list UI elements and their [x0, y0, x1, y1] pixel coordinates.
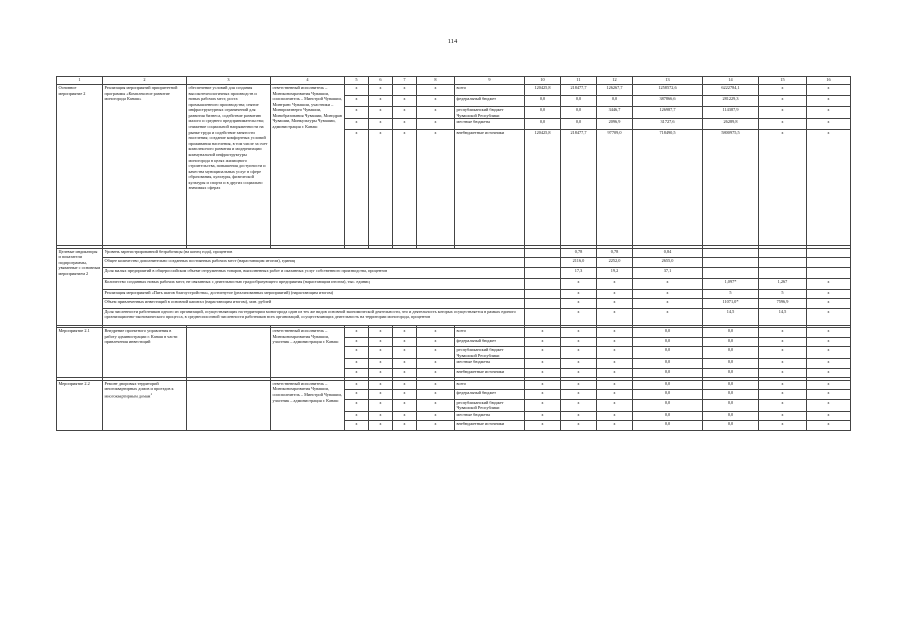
value-cell: х — [759, 96, 807, 107]
program-table — [56, 76, 851, 431]
funding-source: всего — [455, 328, 525, 338]
indicator-row — [57, 258, 851, 268]
indicator-name: Уровень зарегистрированной безработицы (на конец года), процентов — [103, 248, 525, 258]
value-cell: х — [417, 107, 455, 119]
funding-source: местные бюджеты — [455, 119, 525, 130]
value-cell: 0,0 — [703, 368, 759, 378]
funding-source: внебюджетные источники — [455, 130, 525, 246]
indicator-name: Доля численности работников одного из организаций, осуществляющих на территории моногорода один из тех же видов основной экономической деятельности, что и деятельность которых осуществляется в рамках единого организационно-экономического процесса, в среднесписочной численности работников всех организаций, осуществляющих деятельность на территории моногорода, процентов — [103, 308, 525, 325]
funding-source: республиканский бюджет Чувашской Республики — [455, 347, 525, 359]
value-cell: х — [345, 421, 369, 431]
indicator-value: 0,78 — [597, 248, 633, 258]
value-cell: х — [393, 130, 417, 246]
value-cell: х — [369, 359, 393, 369]
value-cell: 218477,7 — [561, 85, 597, 96]
value-cell: 718490,5 — [633, 130, 703, 246]
value-cell: 0,0 — [561, 119, 597, 130]
measure-2-2-executors: ответственный исполнитель – Минэкономразвития Чувашии, соисполнитель – Минстрой Чувашии, участник – администрация г. Канаш — [271, 380, 345, 430]
value-cell: х — [561, 368, 597, 378]
value-cell: х — [525, 380, 561, 390]
value-cell: х — [807, 421, 851, 431]
value-cell: 0,0 — [703, 411, 759, 421]
value-cell: х — [417, 337, 455, 347]
value-cell: х — [807, 119, 851, 130]
funding-source: федеральный бюджет — [455, 337, 525, 347]
header-row — [57, 77, 851, 85]
value-cell: 5800975,5 — [703, 130, 759, 246]
value-cell: 0,0 — [633, 328, 703, 338]
main-measure-2-title: Основное мероприятие 2 — [57, 85, 103, 246]
indicator-value — [703, 267, 759, 278]
indicator-value: х — [597, 299, 633, 309]
value-cell: х — [561, 359, 597, 369]
indicator-row — [57, 289, 851, 299]
indicator-value: 14,5 — [703, 308, 759, 325]
value-cell: х — [417, 85, 455, 96]
value-cell: х — [807, 359, 851, 369]
value-cell: х — [759, 380, 807, 390]
value-cell: х — [393, 380, 417, 390]
value-cell: х — [417, 130, 455, 246]
value-cell: х — [393, 337, 417, 347]
value-cell: х — [759, 368, 807, 378]
indicator-row — [57, 299, 851, 309]
header-cell: 6 — [369, 77, 393, 85]
value-cell: 120425,8 — [525, 85, 561, 96]
value-cell: х — [561, 337, 597, 347]
value-cell: 0,0 — [703, 359, 759, 369]
footnote-mark: 1 — [150, 391, 153, 396]
indicator-value — [703, 248, 759, 258]
value-cell: х — [759, 328, 807, 338]
measure-2-2-row — [57, 380, 851, 390]
funding-source: республиканский бюджет Чувашской Республики — [455, 399, 525, 411]
value-cell: 0,0 — [633, 390, 703, 400]
value-cell: х — [369, 328, 393, 338]
value-cell: х — [369, 390, 393, 400]
value-cell: 0,0 — [633, 337, 703, 347]
value-cell: х — [807, 380, 851, 390]
value-cell: 0,0 — [633, 411, 703, 421]
value-cell: 281229,3 — [703, 96, 759, 107]
value-cell: х — [525, 337, 561, 347]
main-measure-2-row — [57, 85, 851, 96]
value-cell: 0,0 — [633, 359, 703, 369]
indicator-value: 5 — [759, 289, 807, 299]
value-cell: х — [369, 119, 393, 130]
value-cell: 0,0 — [561, 96, 597, 107]
value-cell: х — [393, 368, 417, 378]
value-cell: 0,0 — [525, 107, 561, 119]
measure-2-2-name: Ремонт дворовых территорий многоквартирных домов и проездов к многоквартирным домам$^1$ — [103, 380, 187, 430]
funding-source: местные бюджеты — [455, 359, 525, 369]
value-cell: 0,0 — [703, 390, 759, 400]
value-cell: х — [369, 380, 393, 390]
value-cell: х — [561, 411, 597, 421]
indicator-value: х — [633, 289, 703, 299]
indicator-value: х — [633, 308, 703, 325]
indicator-name: Доля малых предприятий в общероссийском объеме отгруженных товаров, выполненных работ и оказанных услуг собственного производства, процентов — [103, 267, 525, 278]
indicator-value: х — [633, 278, 703, 289]
indicator-value — [759, 258, 807, 268]
value-cell: х — [345, 328, 369, 338]
indicator-row — [57, 308, 851, 325]
value-cell: 0,0 — [703, 399, 759, 411]
value-cell: х — [759, 359, 807, 369]
indicator-value — [807, 258, 851, 268]
value-cell: х — [417, 399, 455, 411]
indicator-blank — [525, 308, 561, 325]
funding-source: внебюджетные источники — [455, 368, 525, 378]
value-cell: х — [525, 421, 561, 431]
header-cell: 13 — [633, 77, 703, 85]
value-cell: 0,0 — [703, 380, 759, 390]
indicator-blank — [525, 258, 561, 268]
value-cell: х — [369, 421, 393, 431]
header-cell: 10 — [525, 77, 561, 85]
value-cell: 0,0 — [703, 328, 759, 338]
indicator-value — [703, 258, 759, 268]
value-cell: х — [759, 399, 807, 411]
value-cell: х — [807, 85, 851, 96]
indicator-value: х — [561, 299, 597, 309]
indicator-blank — [525, 289, 561, 299]
header-cell: 16 — [807, 77, 851, 85]
value-cell: х — [345, 85, 369, 96]
value-cell: х — [369, 107, 393, 119]
value-cell: х — [393, 119, 417, 130]
value-cell: 0,0 — [561, 107, 597, 119]
indicator-name: Количество созданных новых рабочих мест, не связанных с деятельностью градообразующего предприятия (нарастающим итогом), тыс. единиц — [103, 278, 525, 289]
header-cell: 5 — [345, 77, 369, 85]
indicator-value: 2116,0 — [561, 258, 597, 268]
value-cell: х — [345, 119, 369, 130]
header-cell: 15 — [759, 77, 807, 85]
value-cell: х — [759, 85, 807, 96]
indicator-row — [57, 278, 851, 289]
value-cell: х — [369, 347, 393, 359]
value-cell: х — [525, 347, 561, 359]
value-cell: х — [807, 368, 851, 378]
indicator-value: х — [561, 278, 597, 289]
value-cell: х — [561, 347, 597, 359]
value-cell: 2096,9 — [597, 119, 633, 130]
value-cell: 0,0 — [633, 399, 703, 411]
value-cell: х — [759, 390, 807, 400]
value-cell: х — [759, 107, 807, 119]
value-cell: 0,0 — [703, 421, 759, 431]
value-cell: х — [393, 107, 417, 119]
indicator-value — [759, 267, 807, 278]
value-cell: х — [597, 399, 633, 411]
value-cell: 97709,0 — [597, 130, 633, 246]
indicator-value — [759, 248, 807, 258]
indicator-blank — [525, 248, 561, 258]
value-cell: х — [369, 399, 393, 411]
funding-source: местные бюджеты — [455, 411, 525, 421]
funding-source: внебюджетные источники — [455, 421, 525, 431]
measure-2-2-goal — [187, 380, 271, 430]
value-cell: х — [807, 328, 851, 338]
value-cell: 126987,7 — [633, 107, 703, 119]
value-cell: х — [597, 411, 633, 421]
indicator-value: х — [807, 308, 851, 325]
value-cell: х — [417, 359, 455, 369]
value-cell: 31727,6 — [633, 119, 703, 130]
value-cell: х — [759, 130, 807, 246]
value-cell: х — [561, 399, 597, 411]
indicator-row — [57, 267, 851, 278]
header-cell: 11 — [561, 77, 597, 85]
indicator-value: х — [807, 289, 851, 299]
page-number: 114 — [447, 38, 458, 45]
value-cell: 387866,6 — [633, 96, 703, 107]
indicator-value: 14,5 — [759, 308, 807, 325]
indicator-value: 2252,0 — [597, 258, 633, 268]
value-cell: х — [597, 359, 633, 369]
indicator-value: 7596,9 — [759, 299, 807, 309]
value-cell: 218477,7 — [561, 130, 597, 246]
header-cell: 9 — [455, 77, 525, 85]
value-cell: х — [369, 337, 393, 347]
indicator-value: 0,78 — [561, 248, 597, 258]
indicator-value: х — [597, 278, 633, 289]
value-cell: х — [345, 368, 369, 378]
main-measure-2-name: Реализация мероприятий приоритетной программы «Комплексное развитие моногорода Канаш» — [103, 85, 187, 246]
value-cell: х — [807, 390, 851, 400]
value-cell: х — [417, 119, 455, 130]
indicator-value — [807, 267, 851, 278]
indicator-value: х — [807, 278, 851, 289]
header-cell: 12 — [597, 77, 633, 85]
indicator-row — [57, 248, 851, 258]
funding-source: республиканский бюджет Чувашской Республики — [455, 107, 525, 119]
value-cell: х — [345, 96, 369, 107]
main-measure-2-goal: обеспечение условий для создания высокотехнологичных производств и новых рабочих мест, роста промышленного производства; снятие инфраструктурных ограничений для развития бизнеса, содействие развитию малого и среднего предпринимательства; снижение социальной напряженности на рынке труда и содействие занятости населения; создание комфортных условий проживания населения, в том числе за счет комплексного развития и модернизации коммунальной инфраструктуры моногорода в целях жилищного строительства, повышения доступности и качества муниципальных услуг в сфере образования, культуры, физической культуры и спорта и в других социально значимых сферах — [187, 85, 271, 246]
header-cell: 2 — [103, 77, 187, 85]
value-cell: х — [561, 328, 597, 338]
value-cell: х — [807, 130, 851, 246]
funding-source: всего — [455, 85, 525, 96]
value-cell: х — [597, 368, 633, 378]
value-cell: х — [369, 130, 393, 246]
value-cell: х — [807, 96, 851, 107]
value-cell: х — [807, 347, 851, 359]
value-cell: х — [393, 328, 417, 338]
value-cell: 0,0 — [633, 380, 703, 390]
value-cell: х — [417, 411, 455, 421]
value-cell: х — [393, 359, 417, 369]
value-cell: х — [417, 328, 455, 338]
value-cell: 0,0 — [525, 96, 561, 107]
value-cell: х — [807, 337, 851, 347]
value-cell: х — [417, 368, 455, 378]
indicator-value: х — [561, 289, 597, 299]
value-cell: 126267,7 — [597, 85, 633, 96]
funding-source: федеральный бюджет — [455, 390, 525, 400]
value-cell: х — [345, 107, 369, 119]
indicator-value: 5 — [703, 289, 759, 299]
value-cell: х — [561, 421, 597, 431]
indicator-value: х — [597, 308, 633, 325]
value-cell: х — [525, 359, 561, 369]
indicator-blank — [525, 299, 561, 309]
value-cell: 120425,8 — [525, 130, 561, 246]
value-cell: х — [369, 411, 393, 421]
value-cell: х — [345, 411, 369, 421]
value-cell: х — [369, 368, 393, 378]
main-measure-2-executors: ответственный исполнитель – Минэкономразвития Чувашии, соисполнитель – Минстрой Чувашии, Минтранс Чувашии, участники – Минпромэнерго Чувашии, Минобразования Чувашии, Минздрав Чувашии, Минкультуры Чувашии, администрация г. Канаш — [271, 85, 345, 246]
value-cell: х — [417, 347, 455, 359]
header-cell: 1 — [57, 77, 103, 85]
value-cell: х — [345, 399, 369, 411]
measure-2-1-goal — [187, 328, 271, 378]
indicator-name: Реализация мероприятий «Пять шагов благоустройства», достигнутое (реализованных мероприятий) (нарастающим итогом) — [103, 289, 525, 299]
value-cell: х — [393, 390, 417, 400]
value-cell: 0,0 — [633, 421, 703, 431]
value-cell: х — [561, 390, 597, 400]
indicator-value: 1,267 — [759, 278, 807, 289]
measure-2-1-name: Внедрение проектного управления в работу администрации г. Канаш в части привлечения инвестиций — [103, 328, 187, 378]
value-cell: х — [393, 411, 417, 421]
indicator-value: 0,84 — [633, 248, 703, 258]
value-cell: 114387,9 — [703, 107, 759, 119]
value-cell: 0,0 — [633, 368, 703, 378]
value-cell: х — [561, 380, 597, 390]
value-cell: х — [759, 337, 807, 347]
indicator-value: 17,3 — [561, 267, 597, 278]
indicator-name: Объем привлеченных инвестиций в основной капитал (нарастающим итогом), млн. рублей — [103, 299, 525, 309]
value-cell: х — [597, 337, 633, 347]
value-cell: х — [393, 96, 417, 107]
header-cell: 4 — [271, 77, 345, 85]
indicator-value: 37,1 — [633, 267, 703, 278]
measure-2-1-row — [57, 328, 851, 338]
indicators-label: Целевые индикаторы и показатели подпрограммы, увязанные с основным мероприятием 2 — [57, 248, 103, 325]
value-cell: х — [369, 96, 393, 107]
value-cell: х — [417, 96, 455, 107]
value-cell: х — [597, 347, 633, 359]
value-cell: х — [807, 399, 851, 411]
value-cell: х — [345, 130, 369, 246]
value-cell: х — [525, 399, 561, 411]
value-cell: х — [597, 328, 633, 338]
value-cell: х — [525, 328, 561, 338]
measure-2-1-title: Мероприятие 2.1 — [57, 328, 103, 378]
value-cell: х — [345, 337, 369, 347]
value-cell: 3446,7 — [597, 107, 633, 119]
indicator-value — [807, 248, 851, 258]
value-cell: х — [345, 347, 369, 359]
value-cell: х — [597, 390, 633, 400]
value-cell: х — [417, 421, 455, 431]
value-cell: х — [393, 421, 417, 431]
value-cell: х — [345, 390, 369, 400]
indicator-value: 19,2 — [597, 267, 633, 278]
indicator-value: х — [633, 299, 703, 309]
value-cell: х — [759, 347, 807, 359]
header-cell: 14 — [703, 77, 759, 85]
value-cell: х — [525, 390, 561, 400]
indicator-value: 2655,0 — [633, 258, 703, 268]
indicator-blank — [525, 278, 561, 289]
value-cell: 0,0 — [525, 119, 561, 130]
value-cell: 0,0 — [597, 96, 633, 107]
value-cell: х — [345, 359, 369, 369]
indicator-value: х — [561, 308, 597, 325]
header-cell: 7 — [393, 77, 417, 85]
value-cell: х — [525, 411, 561, 421]
value-cell: 6222784,1 — [703, 85, 759, 96]
indicator-blank — [525, 267, 561, 278]
header-cell: 8 — [417, 77, 455, 85]
funding-source: всего — [455, 380, 525, 390]
measure-2-1-executors: ответственный исполнитель – Минэкономразвития Чувашии, участник – администрация г. Канаш — [271, 328, 345, 378]
value-cell: х — [759, 119, 807, 130]
header-cell: 3 — [187, 77, 271, 85]
value-cell: х — [597, 421, 633, 431]
value-cell: 0,0 — [703, 337, 759, 347]
indicator-value: 11071,0* — [703, 299, 759, 309]
value-cell: х — [759, 411, 807, 421]
value-cell: 26289,8 — [703, 119, 759, 130]
measure-2-2-title: Мероприятие 2.2 — [57, 380, 103, 430]
indicator-name: Общее количество дополнительно созданных постоянных рабочих мест (нарастающим итогом), единиц — [103, 258, 525, 268]
value-cell: х — [525, 368, 561, 378]
value-cell: х — [393, 85, 417, 96]
value-cell: х — [597, 380, 633, 390]
value-cell: х — [807, 107, 851, 119]
value-cell: х — [759, 421, 807, 431]
value-cell: х — [393, 347, 417, 359]
indicator-value: 1,097* — [703, 278, 759, 289]
value-cell: х — [417, 390, 455, 400]
indicator-value: х — [807, 299, 851, 309]
value-cell: 0,0 — [633, 347, 703, 359]
indicator-value: х — [597, 289, 633, 299]
value-cell: х — [369, 85, 393, 96]
value-cell: х — [417, 380, 455, 390]
value-cell: х — [807, 411, 851, 421]
funding-source: федеральный бюджет — [455, 96, 525, 107]
value-cell: 1258572,6 — [633, 85, 703, 96]
value-cell: х — [345, 380, 369, 390]
value-cell: х — [393, 399, 417, 411]
value-cell: 0,0 — [703, 347, 759, 359]
